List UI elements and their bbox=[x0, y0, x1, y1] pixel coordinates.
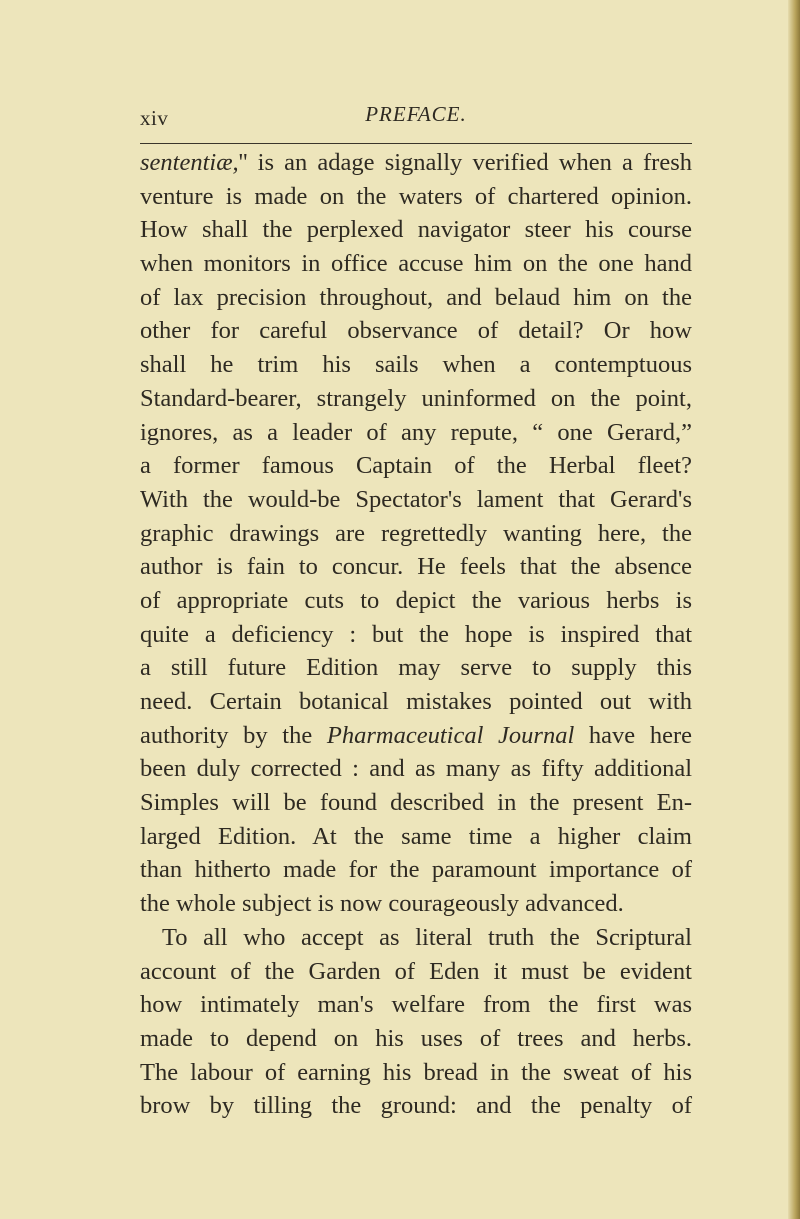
text-segment: a former famous Captain of the Herbal fleet? bbox=[140, 452, 692, 480]
text-segment: Standard-bearer, strangely uninformed on the point, bbox=[140, 384, 692, 412]
text-line bbox=[140, 213, 692, 247]
text-segment: made to depend on his uses of trees and herbs. bbox=[140, 1024, 692, 1052]
text-segment: when monitors in office accuse him on the one hand bbox=[140, 250, 692, 278]
text-segment: brow by tilling the ground: and the penalty of bbox=[140, 1092, 692, 1120]
text-segment: To all who accept as literal truth the Scriptural bbox=[162, 923, 692, 951]
text-line bbox=[140, 1089, 692, 1123]
text-segment: quite a deficiency : but the hope is inspired that bbox=[140, 620, 692, 648]
text-segment: the whole subject is now courageously advanced. bbox=[140, 890, 624, 918]
text-line bbox=[140, 247, 692, 281]
text-line bbox=[140, 853, 692, 887]
text-line bbox=[140, 314, 692, 348]
running-head: PREFACE. bbox=[365, 102, 467, 126]
text-segment: larged Edition. At the same time a higher claim bbox=[140, 822, 692, 850]
text-segment: been duly corrected : and as many as fifty additional bbox=[140, 755, 692, 783]
text-segment: graphic drawings are regrettedly wanting here, the bbox=[140, 519, 692, 547]
text-line bbox=[140, 449, 692, 483]
text-segment: author is fain to concur. He feels that the absence bbox=[140, 553, 692, 581]
text-segment: account of the Garden of Eden it must be evident bbox=[140, 957, 692, 985]
header-rule bbox=[140, 143, 692, 144]
text-line bbox=[140, 416, 692, 450]
text-segment: have here bbox=[574, 721, 693, 749]
text-line bbox=[140, 584, 692, 618]
text-line bbox=[140, 685, 692, 719]
text-segment: Simples will be found described in the present En- bbox=[140, 789, 692, 817]
text-segment: '' is an adage signally verified when a fresh bbox=[238, 149, 692, 176]
italic-text: sententiæ, bbox=[140, 149, 239, 176]
text-line bbox=[140, 618, 692, 652]
text-line bbox=[140, 988, 692, 1022]
text-segment: than hitherto made for the paramount importance of bbox=[140, 856, 692, 884]
text-segment: how intimately man's welfare from the first was bbox=[140, 991, 692, 1019]
text-segment: need. Certain botanical mistakes pointed out with bbox=[140, 688, 692, 715]
text-line bbox=[140, 180, 692, 214]
text-segment: shall he trim his sails when a contemptuous bbox=[140, 351, 692, 379]
text-line bbox=[140, 752, 692, 786]
text-line bbox=[140, 651, 692, 685]
text-segment: venture is made on the waters of chartered opinion. bbox=[140, 182, 692, 210]
text-segment: The labour of earning his bread in the sweat of his bbox=[140, 1058, 692, 1086]
text-segment: With the would-be Spectator's lament that Gerard's bbox=[140, 485, 692, 513]
text-line bbox=[140, 887, 692, 921]
text-line bbox=[140, 921, 692, 955]
italic-text: Pharmaceutical Journal bbox=[326, 721, 575, 749]
text-segment: ignores, as a leader of any repute, “ one Gerard,” bbox=[140, 418, 692, 446]
text-segment: of appropriate cuts to depict the various herbs is bbox=[140, 586, 692, 614]
page-number: xiv bbox=[140, 106, 169, 130]
text-line bbox=[140, 146, 692, 180]
text-line bbox=[140, 1022, 692, 1056]
text-line bbox=[140, 382, 692, 416]
text-line bbox=[140, 719, 692, 753]
page-header bbox=[140, 102, 692, 132]
page-edge bbox=[788, 0, 800, 1219]
text-segment: of lax precision throughout, and belaud him on the bbox=[140, 283, 692, 311]
body-text bbox=[140, 146, 692, 1123]
text-line bbox=[140, 348, 692, 382]
text-segment: How shall the perplexed navigator steer his course bbox=[140, 216, 692, 244]
text-line bbox=[140, 483, 692, 517]
text-line bbox=[140, 955, 692, 989]
text-line bbox=[140, 550, 692, 584]
text-segment: a still future Edition may serve to supply this bbox=[140, 654, 692, 682]
text-line bbox=[140, 1056, 692, 1090]
text-segment: other for careful observance of detail? Or how bbox=[140, 317, 692, 345]
text-line bbox=[140, 281, 692, 315]
text-line bbox=[140, 786, 692, 820]
text-segment: authority by the bbox=[140, 721, 327, 749]
text-line bbox=[140, 517, 692, 551]
text-line bbox=[140, 820, 692, 854]
